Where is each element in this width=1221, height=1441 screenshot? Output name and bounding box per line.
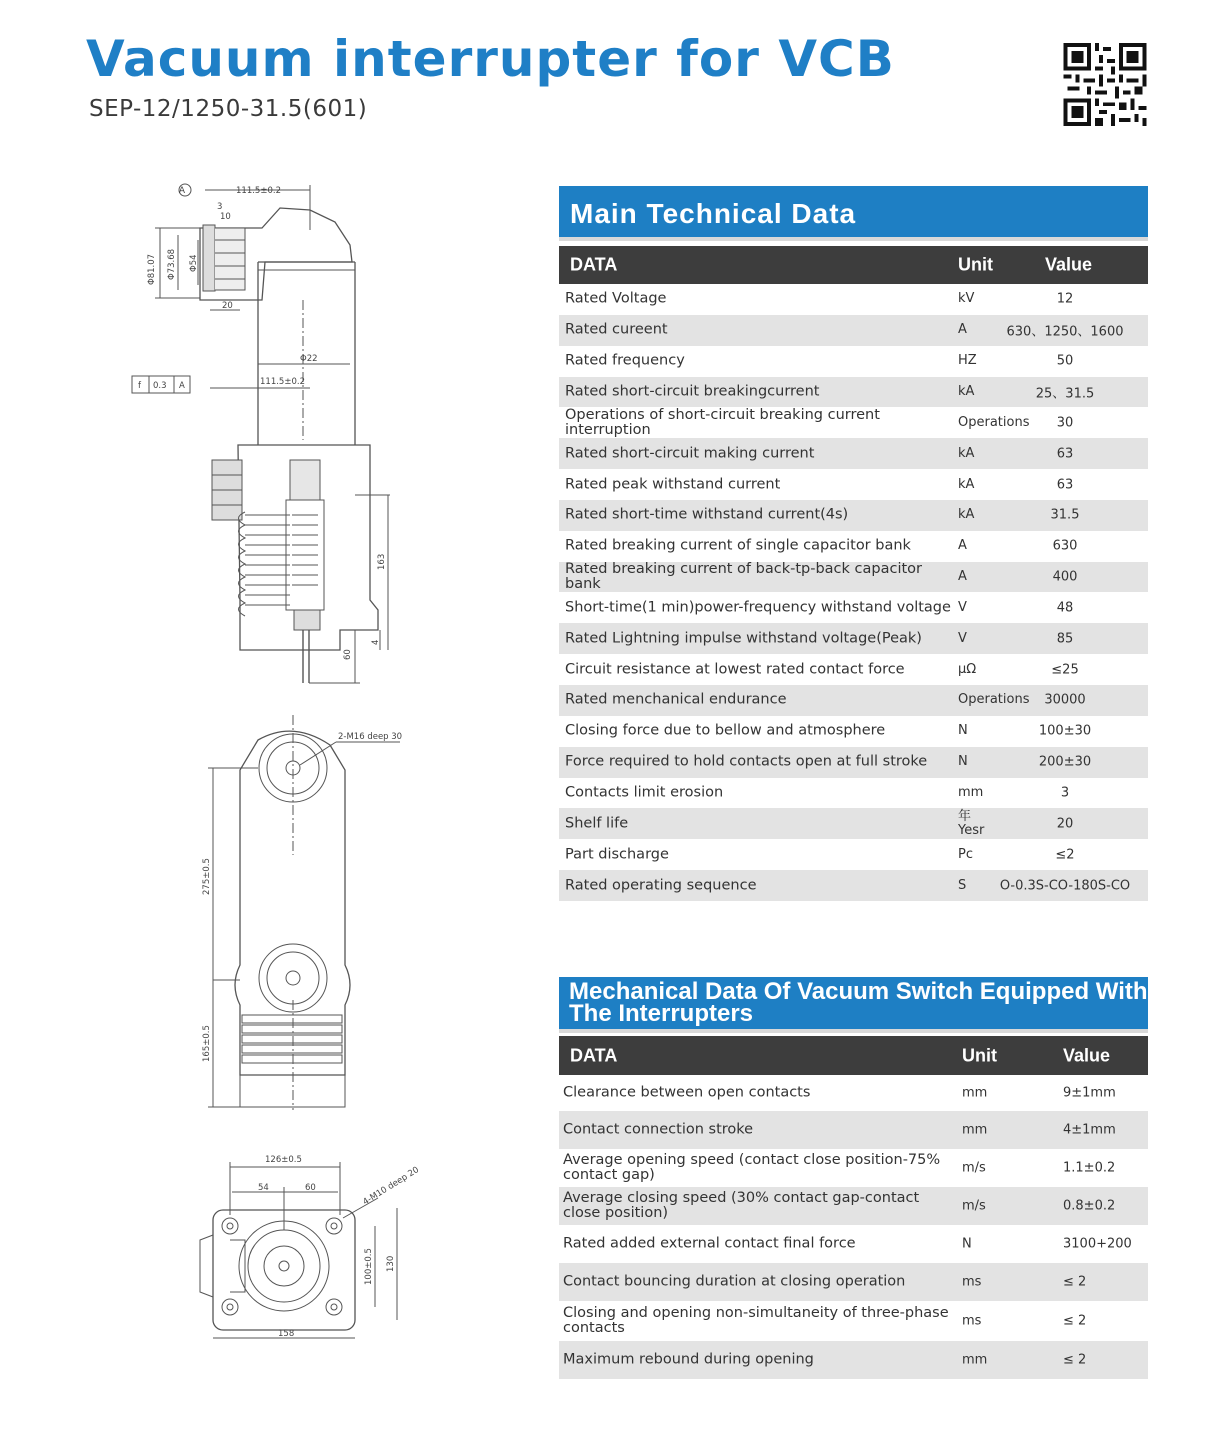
unit-cell: S [958,877,967,893]
value-cell: 85 [1056,631,1074,647]
dim-top-width: 111.5±0.2 [236,186,281,196]
table-row [559,1149,1148,1187]
param-cell: Contact connection stroke [563,1121,754,1138]
main-table-header [559,246,1148,284]
table-row [559,808,1148,839]
header-unit: Unit [958,254,993,275]
value-cell: ≤ 2 [1063,1274,1087,1290]
unit-cell: m/s [962,1198,986,1214]
unit-cell: kA [958,445,975,461]
value-cell: 63 [1056,446,1074,462]
param-cell: Operations of short-circuit breaking current interruption [565,406,880,438]
param-cell: Rated added external contact final force [563,1235,856,1252]
thread-top-label: 2-M16 deep 30 [338,732,403,742]
dim-275: 275±0.5 [202,858,212,895]
unit-cell: kA [958,383,975,399]
tolerance-value: 0.3 [153,381,167,391]
value-cell: 20 [1056,816,1074,832]
table-row [559,685,1148,716]
unit-cell: kA [958,476,975,492]
unit-cell: 年 Yesr [958,808,985,838]
param-cell: Shelf life [565,815,629,832]
value-cell: 31.5 [1050,507,1080,523]
header-unit: Unit [962,1045,997,1065]
dim-4: 4 [371,639,381,645]
table-row [559,500,1148,531]
dim-phi81: Φ81.07 [147,253,157,285]
dim-60-base: 60 [305,1183,316,1193]
value-cell: 12 [1056,291,1074,307]
unit-cell: Operations [958,414,1030,430]
table-row [559,1225,1148,1263]
value-cell: 0.8±0.2 [1063,1198,1116,1214]
model-number: SEP-12/1250-31.5(601) [89,96,368,122]
dim-100: 100±0.5 [364,1248,374,1285]
value-cell: O-0.3S-CO-180S-CO [999,878,1131,894]
unit-cell: A [958,322,967,338]
unit-cell: V [958,630,967,646]
param-cell: Force required to hold contacts open at full stroke [565,753,928,770]
value-cell: ≤2 [1055,847,1075,863]
header-value: Value [1063,1045,1111,1065]
table-row [559,747,1148,778]
value-cell: ≤ 2 [1063,1313,1087,1329]
dim-mid-width: 111.5±0.2 [260,377,305,387]
table-row [559,593,1148,624]
unit-cell: A [958,569,967,585]
param-cell: Average opening speed (contact close position-75% contact gap) [563,1152,941,1183]
param-cell: Rated short-circuit breakingcurrent [565,383,820,400]
unit-cell: mm [962,1352,988,1368]
unit-cell: mm [962,1122,988,1138]
dim-phi73: Φ73.68 [167,248,177,280]
unit-cell: A [958,538,967,554]
table-row [559,469,1148,500]
dim-60: 60 [343,649,353,660]
value-cell: 48 [1056,600,1074,616]
header-data: DATA [570,254,618,275]
value-cell: 4±1mm [1063,1122,1116,1138]
dim-126: 126±0.5 [265,1155,302,1165]
param-cell: Rated breaking current of single capacitor bank [565,537,911,554]
table-row [559,716,1148,747]
unit-cell: m/s [962,1160,986,1176]
value-cell: 50 [1056,353,1074,369]
param-cell: Rated menchanical endurance [565,691,787,708]
header-data: DATA [570,1045,618,1065]
tolerance-symbol: f [138,381,141,391]
dim-20: 20 [222,301,233,311]
dim-54: 54 [258,1183,269,1193]
header-value: Value [1045,254,1093,275]
param-cell: Clearance between open contacts [563,1084,811,1101]
unit-cell: HZ [958,353,977,369]
param-cell: Closing force due to bellow and atmosphere [565,722,886,739]
dim-130: 130 [386,1255,396,1272]
unit-cell: ms [962,1313,982,1329]
table-row [559,438,1148,469]
param-cell: Rated breaking current of back-tp-back capacitor bank [565,561,922,593]
table-row [559,839,1148,870]
param-cell: Average closing speed (30% contact gap-contact close position) [563,1190,920,1221]
param-cell: Rated short-time withstand current(4s) [565,506,849,523]
table-row [559,377,1148,408]
mechanical-data-banner: Mechanical Data Of Vacuum Switch Equipped With The Interrupters [559,977,1148,1033]
table-row [559,623,1148,654]
qr-code-icon [1063,43,1147,126]
unit-cell: kV [958,291,975,307]
table-row [559,315,1148,346]
unit-cell: N [958,723,968,739]
param-cell: Maximum rebound during opening [563,1351,814,1368]
table-row [559,654,1148,685]
table-row [559,562,1148,593]
table-row [559,778,1148,809]
table-row [559,870,1148,901]
dim-10: 10 [220,212,231,222]
dim-3: 3 [217,202,223,212]
table-row [559,1301,1148,1341]
unit-cell: kA [958,507,975,523]
value-cell: 630、1250、1600 [1006,324,1124,340]
table-row [559,1111,1148,1149]
param-cell: Short-time(1 min)power-frequency withstand voltage [565,599,951,616]
param-cell: Rated cureent [565,321,668,338]
unit-cell: Operations [958,692,1030,708]
param-cell: Circuit resistance at lowest rated contact force [565,661,905,678]
unit-cell: Pc [958,846,973,862]
unit-cell: mm [962,1085,988,1101]
value-cell: 25、31.5 [1035,386,1095,402]
table-row [559,284,1148,315]
dim-165: 165±0.5 [202,1025,212,1062]
tolerance-datum: A [179,381,185,391]
table-row [559,407,1148,438]
param-cell: Rated Lightning impulse withstand voltage(Peak) [565,630,922,647]
param-cell: Rated frequency [565,352,685,369]
table-row [559,1075,1148,1111]
param-cell: Closing and opening non-simultaneity of three-phase contacts [563,1305,949,1336]
value-cell: 630 [1052,538,1078,554]
dim-158: 158 [278,1329,295,1339]
value-cell: 3 [1060,785,1070,801]
unit-cell: mm [958,785,984,801]
value-cell: 9±1mm [1063,1085,1116,1101]
dim-phi54: Φ54 [189,254,199,272]
param-cell: Rated short-circuit making current [565,445,815,462]
dim-phi22: Φ22 [300,354,318,364]
table-row [559,1341,1148,1379]
technical-drawing [0,0,560,1441]
value-cell: 30 [1056,415,1074,431]
value-cell: 1.1±0.2 [1063,1160,1116,1176]
table-row [559,346,1148,377]
page-title: Vacuum interrupter for VCB [86,30,895,88]
value-cell: 200±30 [1038,754,1092,770]
value-cell: 3100+200 [1063,1236,1132,1252]
param-cell: Rated Voltage [565,290,667,307]
main-technical-data-banner: Main Technical Data [559,186,1148,241]
param-cell: Rated peak withstand current [565,476,781,493]
param-cell: Part discharge [565,846,669,863]
unit-cell: ms [962,1274,982,1290]
value-cell: 100±30 [1038,723,1092,739]
param-cell: Contacts limit erosion [565,784,724,801]
value-cell: 30000 [1044,692,1086,708]
value-cell: ≤ 2 [1063,1352,1087,1368]
datum-label: A [178,186,186,196]
param-cell: Rated operating sequence [565,877,757,894]
unit-cell: N [958,754,968,770]
value-cell: 63 [1056,477,1074,493]
value-cell: 400 [1052,569,1078,585]
thread-base-label: 4-M10 deep 20 [361,1165,421,1208]
unit-cell: V [958,599,967,615]
unit-cell: N [962,1236,972,1252]
mech-table-header [559,1036,1148,1075]
dim-163: 163 [377,553,387,570]
table-row [559,1187,1148,1225]
table-row [559,1263,1148,1301]
param-cell: Contact bouncing duration at closing operation [563,1273,906,1290]
unit-cell: μΩ [958,661,977,677]
table-row [559,531,1148,562]
value-cell: ≤25 [1051,662,1079,678]
